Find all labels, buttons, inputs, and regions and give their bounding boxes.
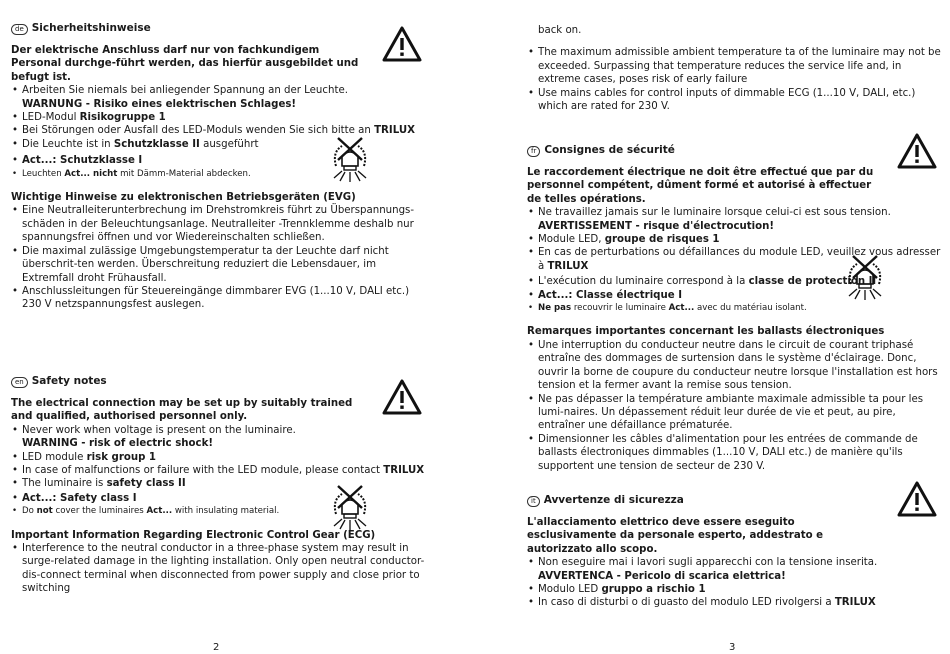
warning-text: WARNING - risk of electric shock!: [22, 438, 214, 450]
language-tag: fr: [527, 146, 540, 157]
right-page: [475, 0, 950, 651]
section-heading-it: [527, 494, 941, 508]
protection-class-icon: [322, 136, 378, 186]
list-item: • Use mains cables for control inputs of dimmable ECG (1...10 V, DALI, etc.) which are rated for 230 V.: [527, 87, 941, 114]
section-title: Sicherheitshinweise: [31, 22, 151, 35]
lead-text: L'allacciamento elettrico deve essere eseguito esclusivamente da personale esperto, addestrato e autorizzato allo scopo.: [527, 517, 824, 555]
page-number: 3: [729, 642, 736, 653]
list-item: • Act...: Classe électrique I: [527, 289, 941, 302]
lead-text: The electrical connection may be set up by suitably trained and qualified, authorised personnel only.: [11, 398, 353, 423]
list-item: • Leuchten Act... nicht mit Dämm-Material abdecken.: [11, 168, 426, 181]
warning-triangle-icon: [897, 133, 937, 169]
list-item: • Dimensionner les câbles d'alimentation pour les entrées de commande de ballasts électroniques dimmables (1...10 V, DALI etc.) de manière qu'ils supportent une tension de secteur de 230 V.: [527, 433, 941, 473]
section-title: Avvertenze di sicurezza: [543, 494, 684, 507]
list-item: • Die maximal zulässige Umgebungstemperatur ta der Leuchte darf nicht überschrit-ten werden. Überschreitung reduziert die Lebensdauer, im Extremfall droht Frühausfall.: [11, 245, 426, 285]
warning-triangle-icon: [382, 26, 422, 62]
section-title: Safety notes: [31, 375, 107, 388]
list-item: • Anschlussleitungen für Steuereingänge dimmbarer EVG (1...10 V, DALI etc.) 230 V netzspannungsfest auslegen.: [11, 285, 426, 312]
list-item: • Interference to the neutral conductor in a three-phase system may result in surge-related damage in the lighting installation. Only open neutral conductor-dis-connect terminal when disconnected from power supply and close prior to switching: [11, 542, 426, 596]
section-en-continued: [527, 24, 941, 113]
list-item: • L'exécution du luminaire correspond à la classe de protection II: [527, 275, 941, 288]
section-heading-de: [11, 22, 426, 36]
protection-class-icon: [837, 254, 893, 304]
list-item: • Non eseguire mai i lavori sugli apparecchi con la tensione inserita. AVVERTENCA - Pericolo di scarica elettrica!: [527, 556, 941, 583]
ecg-list: [527, 46, 941, 113]
list-item: • Eine Neutralleiterunterbrechung im Drehstromkreis führt zu Überspannungs-schäden in der Beleuchtungsanlage. Neutralleiter -Trennklemme deshalb nur spannungsfrei öffnen und vor Wiedereinschalten schließen.: [11, 204, 426, 244]
list-item: • Ne pas dépasser la température ambiante maximale admissible ta pour les lumi-naires. Un dépassement réduit leur durée de vie et peut, au pire, entraîner une défaillance prématurée.: [527, 393, 941, 433]
list-item: • In caso di disturbi o di guasto del modulo LED rivolgersi a TRILUX: [527, 596, 941, 609]
list-item: • LED-Modul Risikogruppe 1: [11, 111, 426, 124]
ecg-list: [527, 339, 941, 473]
list-item: • LED module risk group 1: [11, 451, 426, 464]
section-it: [527, 494, 941, 610]
language-tag: en: [11, 377, 28, 388]
page-number: 2: [213, 642, 220, 653]
list-item: • The luminaire is safety class II: [11, 477, 426, 490]
evg-title: Wichtige Hinweise zu elektronischen Betriebsgeräten (EVG): [11, 192, 356, 204]
language-tag: de: [11, 24, 28, 35]
list-item: • Ne pas recouvrir le luminaire Act... avec du matériau isolant.: [527, 302, 941, 315]
list-item: • The maximum admissible ambient temperature ta of the luminaire may not be exceeded. Surpassing that temperature reduces the service life and, in extreme cases, poses risk of early failure: [527, 46, 941, 86]
section-title: Consignes de sécurité: [544, 144, 675, 157]
list-item: • En cas de perturbations ou défaillances du module LED, veuillez vous adresser à TRILUX: [527, 246, 941, 273]
list-item: • In case of malfunctions or failure with the LED module, please contact TRILUX: [11, 464, 426, 477]
evg-list: [11, 204, 426, 311]
left-page: [0, 0, 475, 651]
warning-triangle-icon: [897, 481, 937, 517]
list-item: • Act...: Schutzklasse I: [11, 154, 426, 167]
section-fr: [527, 144, 941, 473]
safety-list: [527, 556, 941, 610]
lead-text: Der elektrische Anschluss darf nur von fachkundigem Personal durchge-führt werden, das hierfür ausgebildet und befugt ist.: [11, 45, 359, 83]
list-item: • Une interruption du conducteur neutre dans le circuit de courant triphasé entraîne des dommages de surtension dans le système d'éclairage. Donc, ouvrir la borne de coupure du conducteur neutre lorsque l'installation est hors tension et la fermer avant la remise sous tension.: [527, 339, 941, 393]
list-item: • Do not cover the luminaires Act... with insulating material.: [11, 505, 426, 518]
list-item: • Act...: Safety class I: [11, 492, 426, 505]
section-heading-en: [11, 375, 426, 389]
warning-text: AVVERTENCA - Pericolo di scarica elettrica!: [538, 570, 786, 582]
list-item: • Die Leuchte ist in Schutzklasse II ausgeführt: [11, 138, 426, 151]
warning-triangle-icon: [382, 379, 422, 415]
list-item: • Bei Störungen oder Ausfall des LED-Moduls wenden Sie sich bitte an TRILUX: [11, 124, 426, 137]
continued-text: back on.: [538, 25, 582, 36]
protection-class-icon: [322, 484, 378, 534]
warning-text: AVERTISSEMENT - risque d'électrocution!: [538, 220, 775, 232]
ecg-title: Important Information Regarding Electronic Control Gear (ECG): [11, 529, 376, 541]
lead-text: Le raccordement électrique ne doit être effectué que par du personnel compétent, dûment formé et autorisé à effectuer de telles opérations.: [527, 167, 874, 205]
list-item: • Modulo LED gruppo a rischio 1: [527, 583, 941, 596]
ecg-list: [11, 542, 426, 596]
language-tag: it: [527, 496, 540, 507]
ecg-title: Remarques importantes concernant les ballasts électroniques: [527, 326, 885, 338]
list-item: • Ne travaillez jamais sur le luminaire lorsque celui-ci est sous tension. AVERTISSEMENT - risque d'électrocution!: [527, 206, 941, 233]
list-item: • Arbeiten Sie niemals bei anliegender Spannung an der Leuchte. WARNUNG - Risiko eines elektrischen Schlages!: [11, 84, 426, 111]
section-heading-fr: [527, 144, 941, 158]
list-item: • Module LED, groupe de risques 1: [527, 233, 941, 246]
list-item: • Never work when voltage is present on the luminaire. WARNING - risk of electric shock!: [11, 424, 426, 451]
warning-text: WARNUNG - Risiko eines elektrischen Schlages!: [22, 98, 297, 110]
